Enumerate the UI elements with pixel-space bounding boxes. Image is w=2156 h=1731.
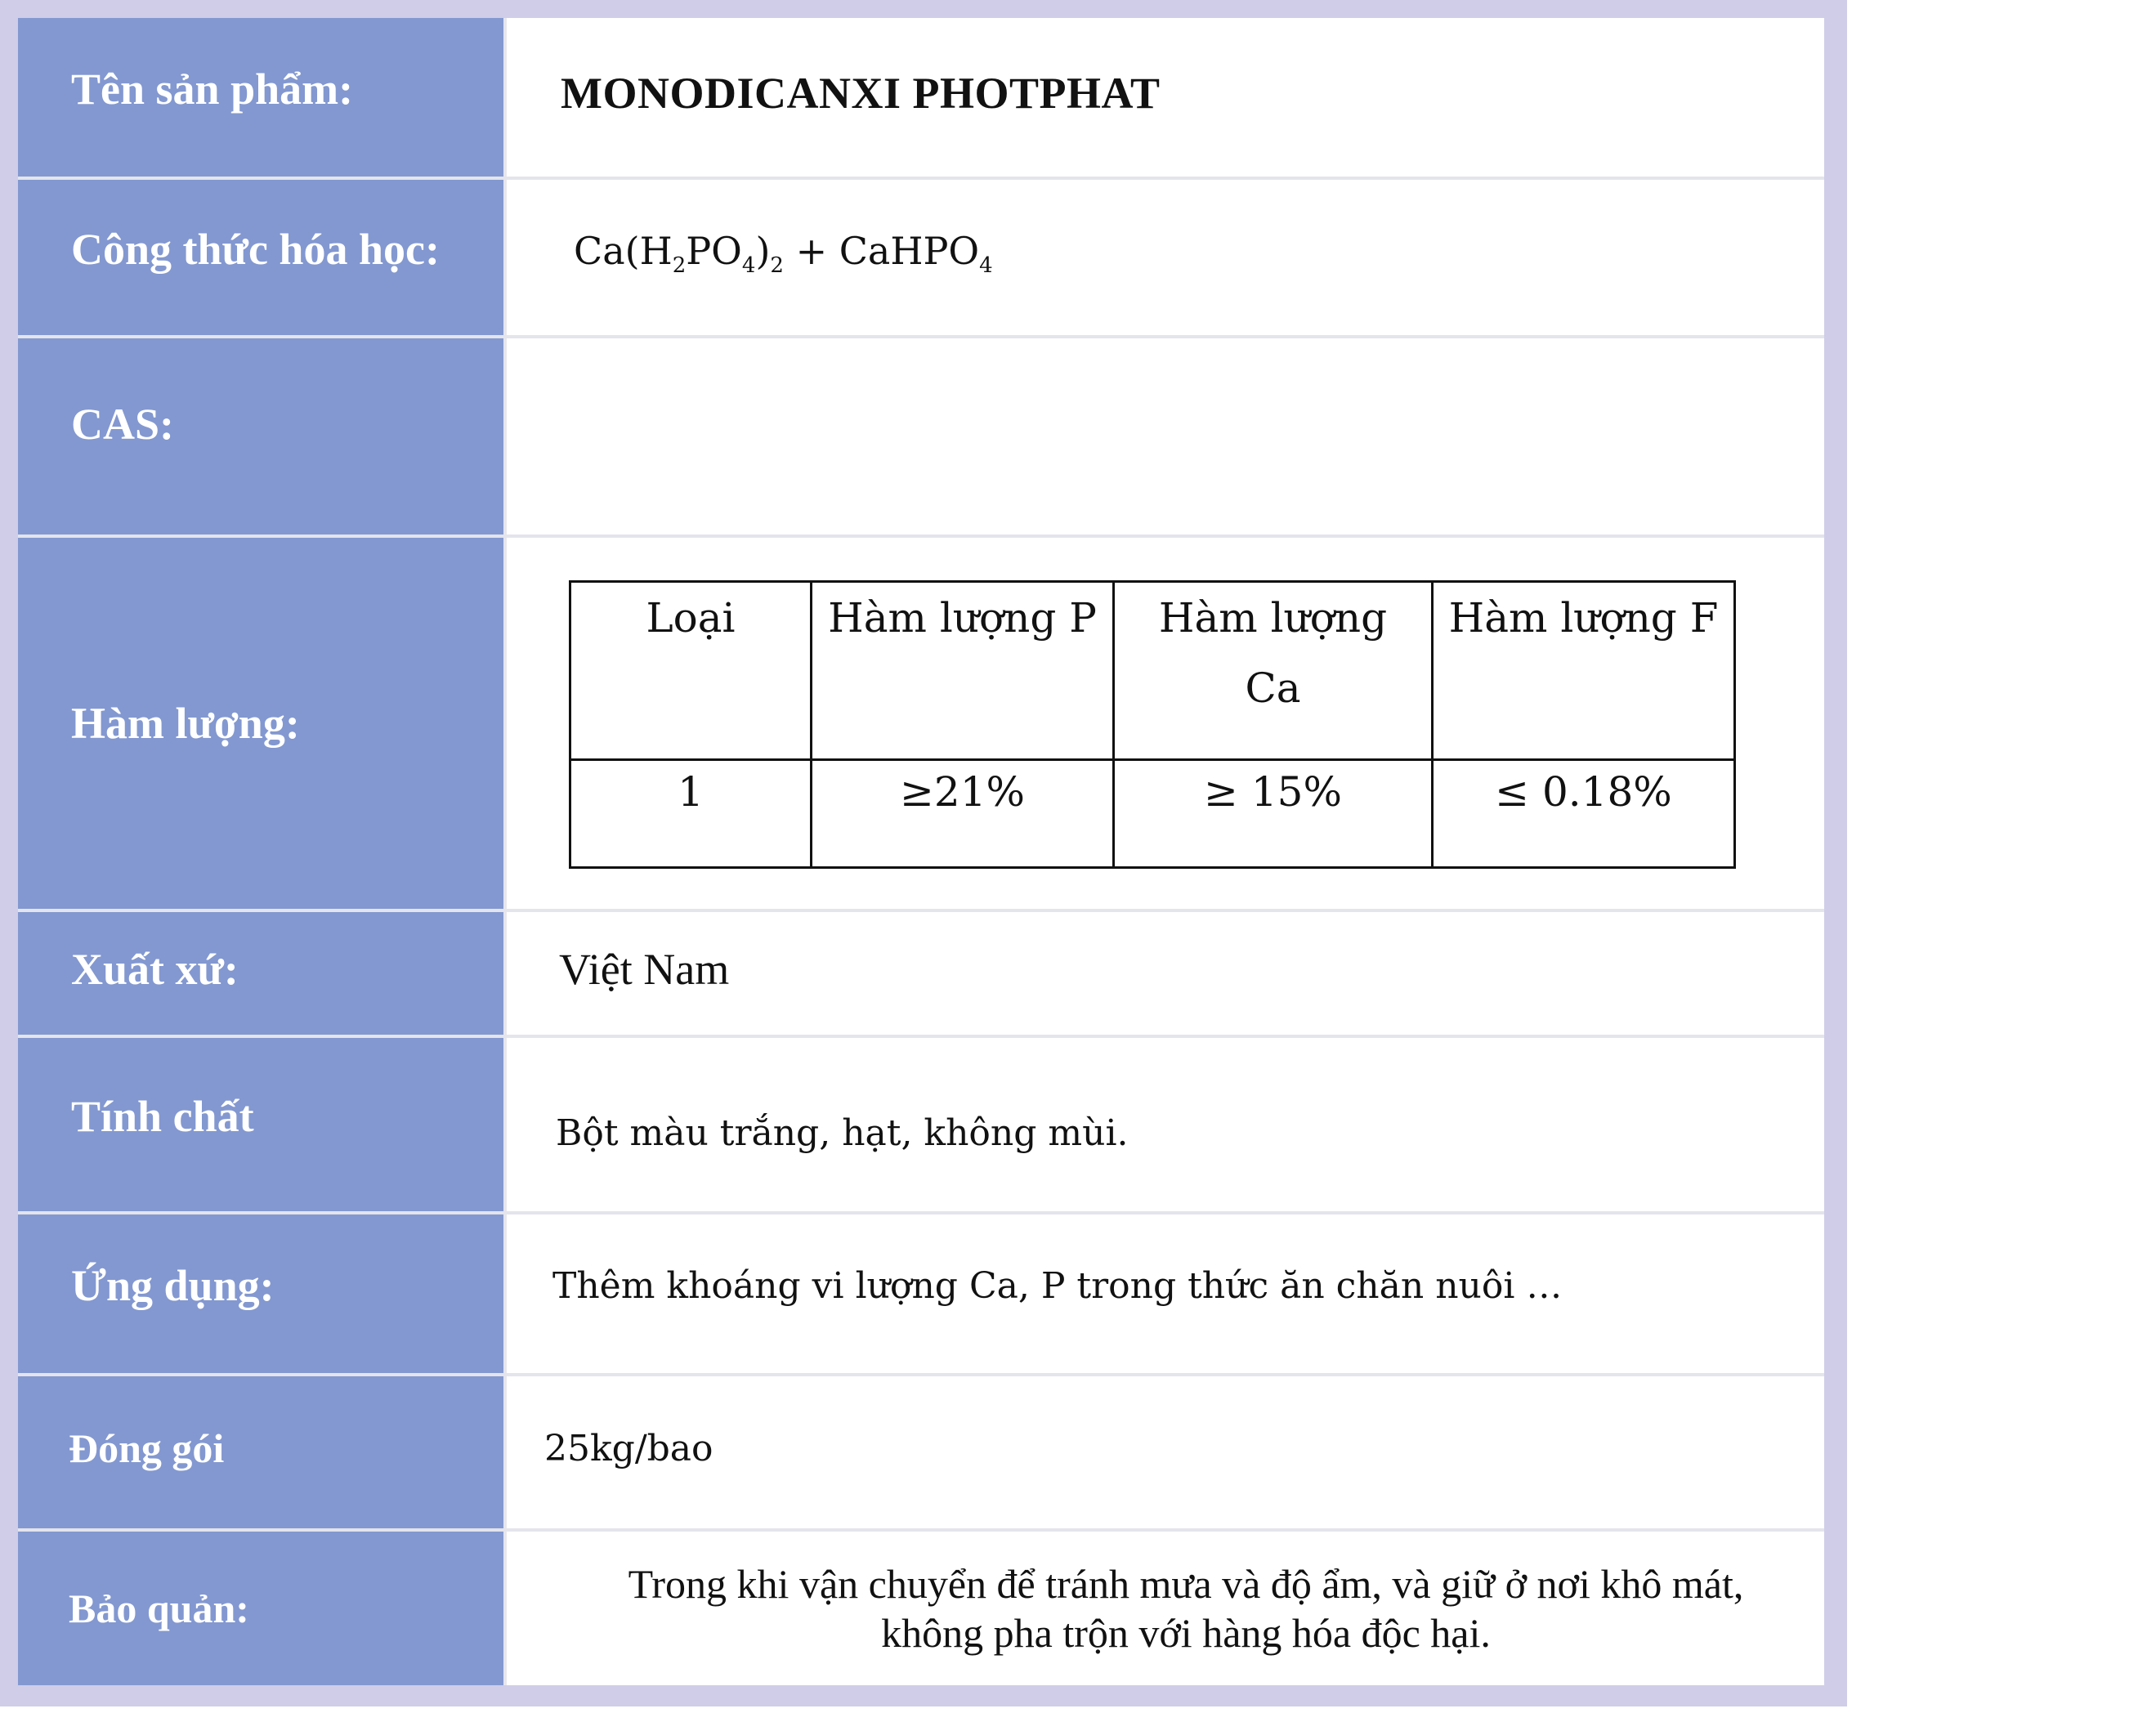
- label-origin: Xuất xứ:: [18, 912, 503, 1035]
- row-origin: [18, 912, 1824, 1035]
- formula-text: $Ca(H_2PO_4)_2$ + CaHPO$_4$: [574, 228, 993, 279]
- label-product-name: Tên sản phẩm:: [18, 18, 503, 177]
- cell-ca: ≥ 15%: [1114, 760, 1433, 868]
- cas-value: [503, 338, 1824, 535]
- row-packing: [18, 1376, 1824, 1528]
- col-header-f: Hàm lượng F: [1433, 582, 1735, 760]
- cell-p: ≥21%: [812, 760, 1114, 868]
- col-header-ca: Hàm lượng Ca: [1114, 582, 1433, 760]
- row-application: [18, 1214, 1824, 1373]
- label-packing: Đóng gói: [18, 1376, 503, 1528]
- cell-f: ≤ 0.18%: [1433, 760, 1735, 868]
- content-table-header-row: [570, 582, 1735, 760]
- label-storage: Bảo quản:: [18, 1532, 503, 1685]
- content-table: [569, 580, 1736, 869]
- label-formula: Công thức hóa học:: [18, 180, 503, 335]
- application-value: Thêm khoáng vi lượng Ca, P trong thức ăn chăn nuôi …: [503, 1214, 1824, 1373]
- row-cas: [18, 338, 1824, 535]
- storage-line-2: không pha trộn với hàng hóa độc hại.: [881, 1610, 1491, 1656]
- formula-value: [503, 180, 1824, 335]
- property-value: Bột màu trắng, hạt, không mùi.: [503, 1038, 1824, 1211]
- label-cas: CAS:: [18, 338, 503, 535]
- content-table-row: [570, 760, 1735, 868]
- storage-line-1: Trong khi vận chuyển để tránh mưa và độ ẩm, và giữ ở nơi khô mát,: [628, 1561, 1744, 1607]
- packing-value: 25kg/bao: [503, 1376, 1824, 1528]
- cell-type: 1: [570, 760, 812, 868]
- row-formula: [18, 180, 1824, 335]
- col-header-p: Hàm lượng P: [812, 582, 1114, 760]
- label-content: Hàm lượng:: [18, 538, 503, 909]
- label-application: Ứng dụng:: [18, 1214, 503, 1373]
- origin-value: Việt Nam: [503, 912, 1824, 1035]
- storage-value: [503, 1532, 1824, 1685]
- row-storage: [18, 1532, 1824, 1685]
- product-name-value: MONODICANXI PHOTPHAT: [503, 18, 1824, 177]
- col-header-type: Loại: [570, 582, 812, 760]
- label-property: Tính chất: [18, 1038, 503, 1211]
- row-product-name: [18, 18, 1824, 177]
- row-property: [18, 1038, 1824, 1211]
